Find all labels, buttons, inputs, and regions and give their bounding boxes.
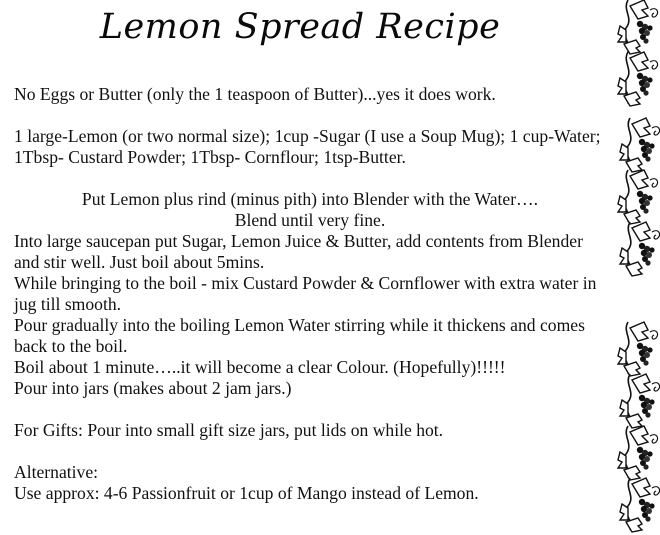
alternative-line: Use approx: 4-6 Passionfruit or 1cup of Mango instead of Lemon. [14, 483, 479, 503]
recipe-title: Lemon Spread Recipe [99, 7, 501, 47]
gifts-line: For Gifts: Pour into small gift size jars, put lids on while hot. [14, 420, 444, 440]
alternative-heading: Alternative: [14, 462, 99, 482]
step-blend-line: Put Lemon plus rind (minus pith) into Blender with the Water…. [81, 189, 539, 209]
step-blend-fine-line: Blend until very fine. [234, 210, 386, 230]
recipe-body [14, 84, 606, 504]
intro-line: No Eggs or Butter (only the 1 teaspoon of Butter)...yes it does work. [14, 84, 496, 104]
grape-vine-icon [606, 0, 660, 535]
step-custard-line: While bringing to the boil - mix Custard Powder & Cornflower with extra water in jug till smooth. [14, 273, 597, 314]
ingredients-line: 1 large-Lemon (or two normal size); 1cup -Sugar (I use a Soup Mug); 1 cup-Water; 1Tbsp- Custard Powder; 1Tbsp- Cornflour; 1tsp-Butter. [14, 126, 601, 167]
step-jars-line: Pour into jars (makes about 2 jam jars.) [14, 378, 292, 398]
step-boil-line: Boil about 1 minute…..it will become a clear Colour. (Hopefully)!!!!! [14, 357, 506, 377]
step-pour-line: Pour gradually into the boiling Lemon Water stirring while it thickens and comes back to the boil. [14, 315, 585, 356]
step-saucepan-line: Into large saucepan put Sugar, Lemon Juice & Butter, add contents from Blender and stir well. Just boil about 5mins. [14, 231, 583, 272]
